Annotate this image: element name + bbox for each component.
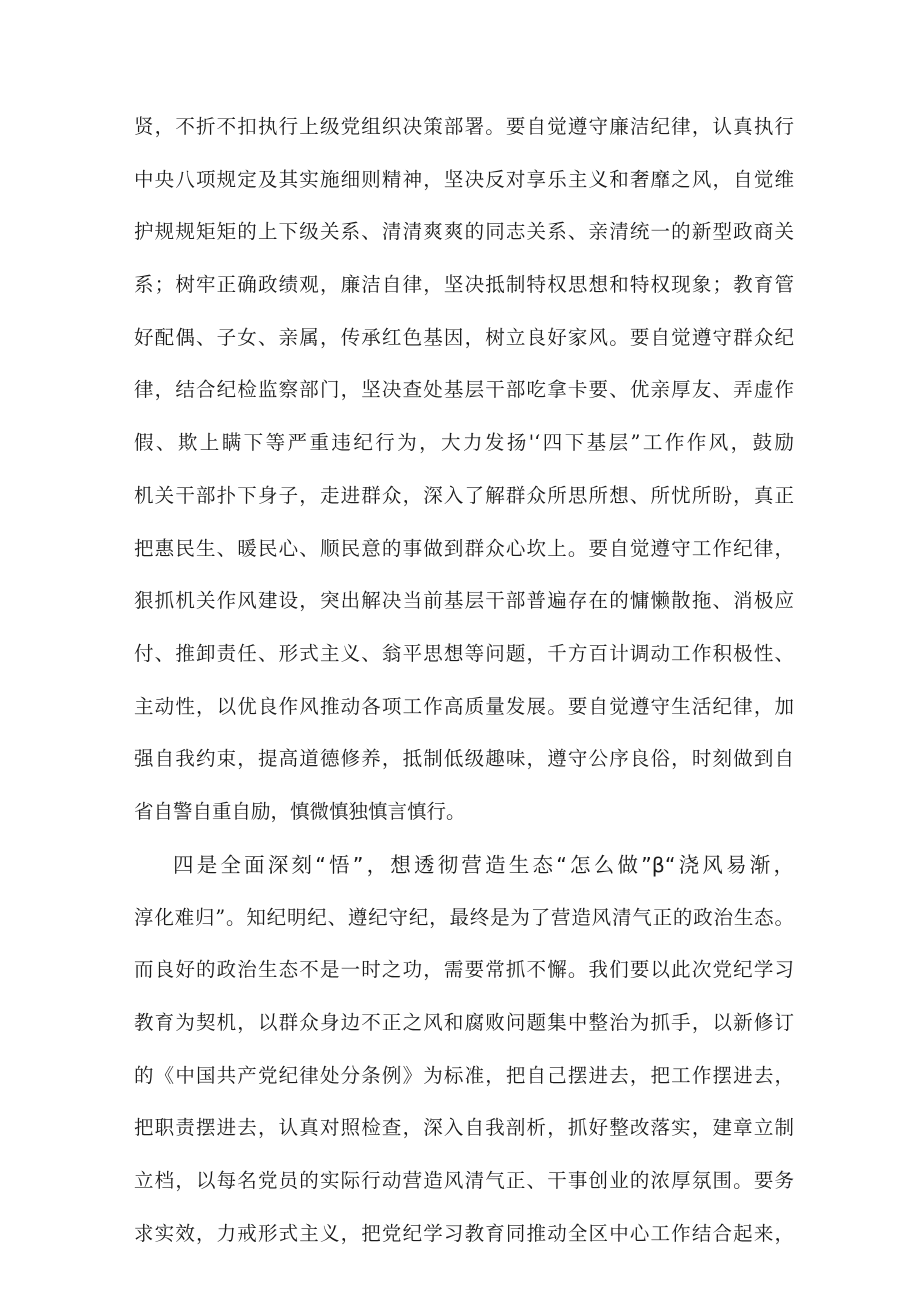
text-line: 强自我约束，提高道德修养，抵制低级趣味，遵守公序良俗，时刻做到自: [134, 747, 794, 770]
text-line: 立档，以每名党员的实际行动营造风清气正、干事创业的浓厚氛围。要务: [134, 1169, 794, 1192]
text-line: 主动性，以优良作风推动各项工作高质量发展。要自觉遵守生活纪律，加: [134, 695, 794, 718]
text-line: 把惠民生、暖民心、顺民意的事做到群众心坎上。要自觉遵守工作纪律，: [134, 537, 794, 560]
text-line: 付、推卸责任、形式主义、翁平思想等问题，千方百计调动工作积极性、: [134, 642, 794, 665]
text-line: 中央八项规定及其实施细则精神，坚决反对享乐主义和奢靡之风，自觉维: [134, 168, 794, 191]
section-heading-line: 四是全面深刻“悟”，想透彻营造生态“怎么做”β“浇风易渐，: [173, 853, 794, 877]
text-line: 假、欺上瞒下等严重违纪行为，大力发扬'‘四下基层”工作作风，鼓励: [134, 431, 794, 454]
text-line: 系；树牢正确政绩观，廉洁自律，坚决抵制特权思想和特权现象；教育管: [134, 273, 794, 296]
text-line: 的《中国共产党纪律处分条例》为标准，把自己摆进去，把工作摆进去，: [134, 1064, 794, 1087]
text-line: 贤，不折不扣执行上级党组织决策部署。要自觉遵守廉洁纪律，认真执行: [134, 115, 794, 138]
text-line: 求实效，力戒形式主义，把党纪学习教育同推动全区中心工作结合起来，: [134, 1222, 794, 1245]
text-line: 机关干部扑下身子，走进群众，深入了解群众所思所想、所忧所盼，真正: [134, 484, 794, 507]
text-line: 教育为契机，以群众身边不正之风和腐败问题集中整治为抓手，以新修订: [134, 1011, 794, 1034]
text-line: 淳化难归”。知纪明纪、遵纪守纪，最终是为了营造风清气正的政治生态。: [134, 906, 794, 929]
text-line: 而良好的政治生态不是一时之功，需要常抓不懈。我们要以此次党纪学习: [134, 958, 794, 981]
text-line: 狠抓机关作风建设，突出解决当前基层干部普遍存在的慵懒散拖、消极应: [134, 589, 794, 612]
text-line: 省自警自重自励，慎微慎独慎言慎行。: [134, 800, 466, 823]
text-line: 好配偶、子女、亲属，传承红色基因，树立良好家风。要自觉遵守群众纪: [134, 326, 794, 349]
text-line: 把职责摆进去，认真对照检查，深入自我剖析，抓好整改落实，建章立制: [134, 1116, 794, 1139]
text-line: 护规规矩矩的上下级关系、清清爽爽的同志关系、亲清统一的新型政商关: [134, 220, 794, 243]
text-line: 律，结合纪检监察部门，坚决查处基层干部吃拿卡要、优亲厚友、弄虚作: [134, 378, 794, 401]
